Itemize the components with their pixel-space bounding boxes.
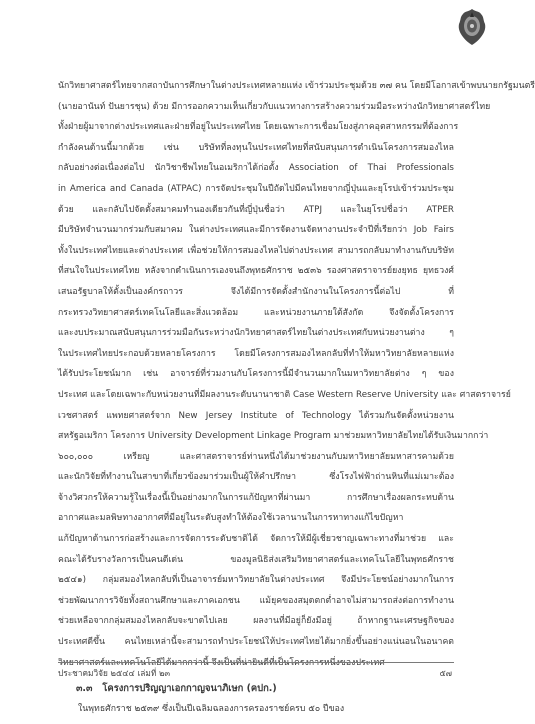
section-number: ๓.๓: [76, 683, 93, 695]
text-line: เวชศาสตร์ แพทยศาสตร์จาก New Jersey Institute of Technology ได้รวมกันจัดตั้งหน่วยงาน: [58, 410, 454, 421]
text-line: ได้รับประโยชน์มาก เช่น อาจารย์ที่ร่วมงานกับโครงการนี้มีจำนวนมากในมหาวิทยาลัยต่าง ๆ ของ: [58, 369, 454, 380]
text-line: กำลังคนด้านนี้มากด้วย เช่น บริษัทที่ลงทุนในประเทศไทยที่สนับสนุนการดำเนินโครงการสมองไหล: [58, 142, 454, 153]
text-line: ช่วยเหลือจากกลุ่มสมองไหลกลับจะขาดไปเลย ผลงานที่มีอยู่ก็ยังมีอยู่ ถ้าหากฐานะเศรษฐกิจของ: [58, 616, 454, 627]
page-footer: [58, 662, 454, 678]
section-title: โครงการปริญญาเอกกาญจนาภิเษก (คปก.): [102, 683, 277, 695]
text-line: ช่วยพัฒนาการวิจัยทั้งสถานศึกษาและภาคเอกชน แม้ยุคของสมุดตกต่ำอาจไม่สามารถส่งต่อการทำงาน: [58, 595, 454, 606]
text-line: กระทรวงวิทยาศาสตร์เทคโนโลยีและสิ่งแวดล้อม และหน่วยงานภายใต้สังกัด จึงจัดตั้งโครงการ: [58, 307, 454, 318]
text-line: มีบริษัทจำนวนมากร่วมกับสมาคม ในต่างประเทศและมีการจัดงานจัดหางานประจำปีที่เรียกว่า Job Fairs: [58, 225, 454, 236]
text-line: และนักวิจัยที่ทำงานในสาขาที่เกี่ยวข้องมาร่วมเป็นผู้ให้คำปรึกษา ซึ่งโรงไฟฟ้าถ่านหินที่แม่เมาะต้อง: [58, 472, 454, 483]
text-line: กลับอย่างต่อเนื่องต่อไป นักวิชาชีพไทยในอเมริกาได้ก่อตั้ง Association of Thai Professionals: [58, 163, 454, 174]
page-number: ๕๗: [439, 668, 452, 678]
text-line: แก้ปัญหาด้านการก่อสร้างและการจัดการระดับชาติได้ จัดการให้มีผู้เชี่ยวชาญเฉพาะทางที่มาช่วย และ: [58, 534, 454, 545]
text-line: (นายอานันท์ ปันยารชุน) ด้วย มีการออกความเห็นเกี่ยวกับแนวทางการสร้างความร่วมมือระหว่างนักวิทยาศาสตร์ไทย: [58, 101, 491, 112]
text-line: ทั้งในประเทศไทยและต่างประเทศ เพื่อช่วยให้การสมองไหลไปต่างประเทศ สามารถกลับมาทำงานกับบริษัท: [58, 245, 454, 256]
text-line: ประเทศ และโดยเฉพาะกับหน่วยงานที่มีผลงานระดับนานาชาติ Case Western Reserve University และ ศาสตราจารย์: [58, 389, 511, 400]
text-line: จ้างวิศวกรให้ความรู้ในเรื่องนี้เป็นอย่างมากในการแก้ปัญหาที่ผ่านมา การศึกษาเรื่องผลกระทบด้าน: [58, 492, 454, 503]
text-line: ประเทศดีขึ้น คนไทยเหล่านี้จะสามารถทำประโยชน์ให้ประเทศไทยได้มากยิ่งขึ้นอย่างแน่นอนในอนาคต: [58, 637, 454, 648]
text-line: อากาศและมลพิษทางอากาศที่มีอยู่ในระดับสูงทำให้ต้องใช้เวลานานในการหาทางแก้ไขปัญหา: [58, 513, 404, 524]
paragraph-main: [58, 76, 535, 673]
section-first-line: ในพุทธศักราช ๒๕๓๙ ซึ่งเป็นปีเฉลิมฉลองการครองราชย์ครบ ๕๐ ปีของ: [78, 704, 345, 715]
text-line: ๖๐๐,๐๐๐ เหรียญ และศาสตราจารย์ท่านหนึ่งได้มาช่วยงานกับมหาวิทยาลัยมหาสารคามด้วย: [58, 451, 454, 462]
text-line: และงบประมาณสนับสนุนการร่วมมือกันระหว่างนักวิทยาศาสตร์ไทยในต่างประเทศกับหน่วยงานต่าง ๆ: [58, 328, 454, 339]
footer-journal-info: ประชาคมวิจัย ๒๕๔๔ เล่มที่ ๒๓: [58, 668, 171, 678]
text-line: เสนอรัฐบาลให้ตั้งเป็นองค์กรถาวร จึงได้มีการจัดตั้งสำนักงานในโครงการนี้ต่อไป ที่: [58, 286, 454, 297]
text-line: ทั้งฝ่ายผู้มาจากต่างประเทศและฝ่ายที่อยู่ในประเทศไทย โดยเฉพาะการเชื่อมโยงสู่ภาคอุตสาหกรรมที่ต้องการ: [58, 122, 459, 133]
text-line: คณะได้รับรางวัลการเป็นคนดีเด่น ของมูลนิธิส่งเสริมวิทยาศาสตร์และเทคโนโลยีในพุทธศักราช: [58, 554, 454, 565]
text-line: วิทยาศาสตร์และเทคโนโลยีได้มากกว่านี้ จึงเป็นที่น่ายินดีที่เป็นโครงการหนึ่งของประเทศ: [58, 657, 385, 668]
page-body: [58, 76, 535, 720]
text-line: นักวิทยาศาสตร์ไทยจากสถาบันการศึกษาในต่างประเทศหลายแห่ง เข้าร่วมประชุมด้วย ๓๗ คน โดยมีโอกาสเข้าพบนายกรัฐมนตรี: [58, 81, 535, 91]
section-heading: [58, 679, 454, 699]
royal-emblem-icon: [457, 8, 487, 46]
footer-divider: [58, 662, 454, 663]
text-line: ด้วย และกลับไปจัดตั้งสมาคมทำนองเดียวกันที่ญี่ปุ่นชื่อว่า ATPJ และในยุโรปชื่อว่า ATPER: [58, 204, 454, 215]
text-line: ที่สนใจในประเทศไทย หลังจากดำเนินการเองจนถึงพุทธศักราช ๒๕๓๖ รองศาสตราจารย์ยงยุทธ ยุทธวงศ์: [58, 266, 454, 277]
text-line: สหรัฐอเมริกา โครงการ University Development Linkage Program มาช่วยมหาวิทยาลัยไทยได้รับเงินมากกว่า: [58, 431, 489, 442]
text-line: in America and Canada (ATPAC) การจัดประชุมในปีถัดไปมีคนไทยจากญี่ปุ่นและยุโรปเข้าร่วมประชุม: [58, 183, 454, 194]
text-line: ในประเทศไทยประกอบด้วยหลายโครงการ โดยมีโครงการสมองไหลกลับที่ทำให้มหาวิทยาลัยหลายแห่ง: [58, 348, 454, 359]
text-line: ๒๕๔๑) กลุ่มสมองไหลกลับที่เป็นอาจารย์มหาวิทยาลัยในต่างประเทศ จึงมีประโยชน์อย่างมากในการ: [58, 575, 454, 586]
